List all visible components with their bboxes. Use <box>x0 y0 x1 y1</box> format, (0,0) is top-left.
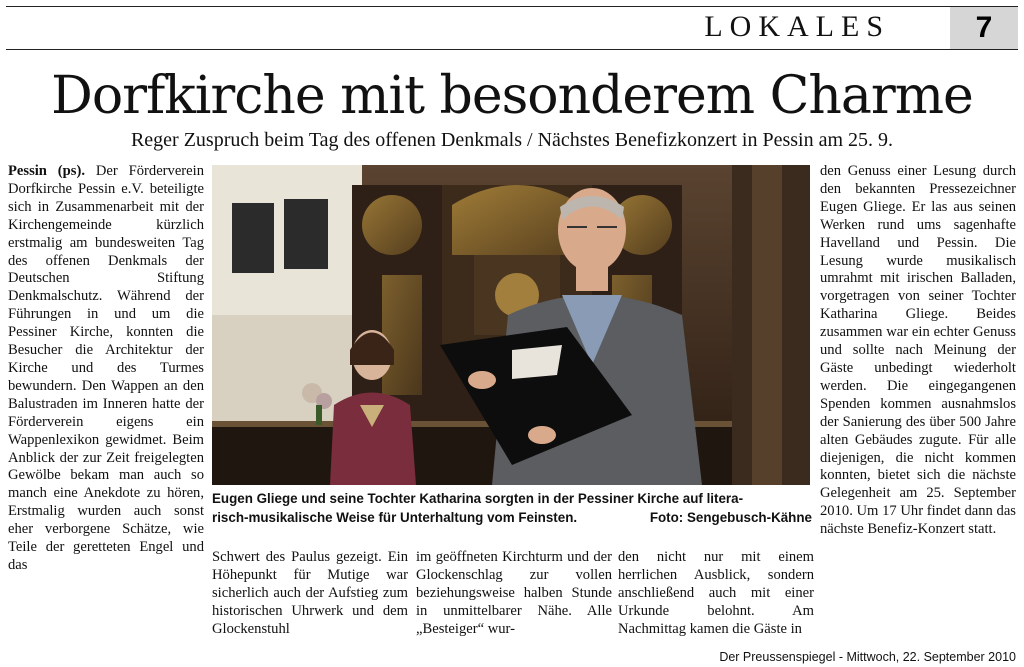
article-column-5: den Genuss einer Lesung durch den bekannten Pressezeichner Eugen Gliege. Er las aus seinen Werken rund ums sagenhafte Havelland und Pessin. Die Lesung wurde musikalisch umrahmt mit irischen Balladen, vorgetragen von seiner Tochter Katharina Gliege. Beides zusammen war ein echter Genuss und sollte nach Meinung der Gäste unbedingt wiederholt werden. Die eingegangenen Spenden kommen ausnahmslos der Sanierung des über 500 Jahre alten Gebäudes zugute. Für alle diejenigen, die nicht kommen konnten, bietet sich die nächste Gelegenheit am 25. September 2010. Um 17 Uhr findet dann das nächste Benefiz-Konzert statt. <box>820 163 1016 538</box>
article-photo <box>212 165 810 485</box>
page-number: 7 <box>975 11 993 44</box>
article-byline: Pessin (ps). <box>8 163 85 179</box>
article-col1-text: Der Förderverein Dorfkirche Pessin e.V. beteiligte sich in Zusammenarbeit mit der Kirchengemeinde kürzlich erstmalig am bundesweiten Tag des offenen Denkmals der Deutschen Stiftung Denkmalschutz. Während der Führungen in und um die Pessiner Kirche, konnten die Besucher die Architektur der Kirche und des Turmes bewundern. Den Wappen an den Balustraden im Inneren hatte der Förderverein eigens ein Wappenlexikon gewidmet. Beim Anblick der zur Zeit freigelegten Gewölbe bekam man auch so manch eine Anekdote zu hören, Erstmalig wurden auch sonst eher verborgene Schätze, wie Teile der geretteten Engel und das <box>8 163 204 573</box>
article-column-1 <box>8 163 204 575</box>
article-column-4: den nicht nur mit einem herrlichen Ausblick, sondern anschließend auch mit einer Urkunde belohnt. Am Nachmittag kamen die Gäste in <box>618 549 814 637</box>
header-top-rule <box>6 6 1018 7</box>
photo-caption-line-2: risch-musikalische Weise für Unterhaltung vom Feinsten. <box>212 510 578 525</box>
church-reading-photo <box>212 165 810 485</box>
photo-caption-line-2-row <box>212 508 812 527</box>
photo-caption-line-1: Eugen Gliege und seine Tochter Katharina sorgten in der Pessiner Kirche auf litera- <box>212 491 744 506</box>
section-label: LOKALES <box>704 10 890 43</box>
photo-credit: Foto: Sengebusch-Kähne <box>649 510 812 525</box>
publication-footer: Der Preussenspiegel - Mittwoch, 22. September 2010 <box>719 650 1016 664</box>
article-subheadline: Reger Zuspruch beim Tag des offenen Denkmals / Nächstes Benefizkonzert in Pessin am 25. 9. <box>130 129 894 151</box>
article-column-3: im geöffneten Kirchturm und der Glockenschlag zur vollen beziehungsweise halben Stunde in unmittelbarer Nähe. Alle „Besteiger“ wur- <box>416 549 612 637</box>
header-bottom-rule <box>6 49 1018 50</box>
page-number-box <box>950 7 1018 49</box>
photo-caption <box>212 489 812 527</box>
article-headline: Dorfkirche mit besonderem Charme <box>51 66 973 126</box>
article-column-2: Schwert des Paulus gezeigt. Ein Höhepunkt für Mutige war sicherlich auch der Aufstieg zum historischen Uhrwerk und dem Glockenstuhl <box>212 549 408 637</box>
